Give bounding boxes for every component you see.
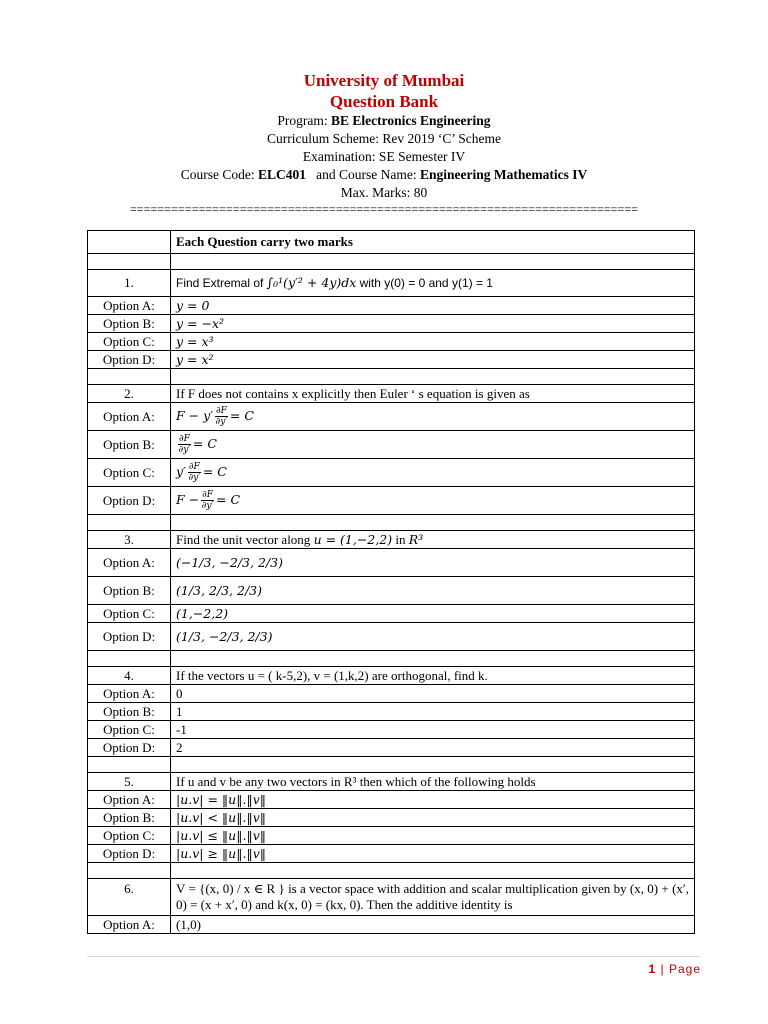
question-number: 1. xyxy=(88,270,171,297)
question-number: 3. xyxy=(88,531,171,549)
option-value: y′ $\frac{\partial F}{\partial y'}$ = C xyxy=(171,459,695,487)
option-row: Option B: $\frac{\partial F}{\partial y'}$ = C xyxy=(88,431,695,459)
option-row: Option C: |u.v| ≤ ‖u‖.‖v‖ xyxy=(88,827,695,845)
option-row: Option B: (1/3, 2/3, 2/3) xyxy=(88,577,695,605)
question-text: If the vectors u = ( k-5,2), v = (1,k,2) are orthogonal, find k. xyxy=(171,667,695,685)
program-name: BE Electronics Engineering xyxy=(331,113,491,128)
question-row xyxy=(88,270,695,297)
option-row: Option C: -1 xyxy=(88,721,695,739)
option-row: Option D: F − $\frac{\partial F}{\partial y'}$ = C xyxy=(88,487,695,515)
option-row: Option A: F − y′ $\frac{\partial F}{\partial y'}$ = C xyxy=(88,403,695,431)
option-row: Option A: (1,0) xyxy=(88,916,695,934)
question-number: 5. xyxy=(88,773,171,791)
option-value: |u.v| ≥ ‖u‖.‖v‖ xyxy=(171,845,695,863)
option-row: Option D: y = x² xyxy=(88,351,695,369)
option-value: y = x² xyxy=(171,351,695,369)
option-value: (1/3, −2/3, 2/3) xyxy=(171,623,695,651)
option-value: (1/3, 2/3, 2/3) xyxy=(171,577,695,605)
footer-divider xyxy=(87,956,701,957)
option-row: Option A: y = 0 xyxy=(88,297,695,315)
question-text: V = {(x, 0) / x ∈ R } is a vector space with addition and scalar multiplication given by (x, 0) + (x′, 0) = (x + x′, 0) and k(x, 0) = (kx, 0). Then the additive identity is xyxy=(171,879,695,916)
option-row: Option B: 1 xyxy=(88,703,695,721)
question-text: Find the unit vector along u = (1,−2,2) in R³ xyxy=(171,531,695,549)
option-row: Option D: 2 xyxy=(88,739,695,757)
option-value: |u.v| = ‖u‖.‖v‖ xyxy=(171,791,695,809)
question-number: 2. xyxy=(88,385,171,403)
option-value: F − y′ $\frac{\partial F}{\partial y'}$ = C xyxy=(171,403,695,431)
separator-line: ========================================================================== xyxy=(129,202,639,216)
option-row: Option B: |u.v| < ‖u‖.‖v‖ xyxy=(88,809,695,827)
question-text: If u and v be any two vectors in R³ then which of the following holds xyxy=(171,773,695,791)
document-header xyxy=(0,70,768,216)
option-value: 0 xyxy=(171,685,695,703)
document-title: Question Bank xyxy=(329,92,439,111)
curriculum-line: Curriculum Scheme: Rev 2019 ‘C’ Scheme xyxy=(266,131,502,146)
option-row: Option C: y′ $\frac{\partial F}{\partial y'}$ = C xyxy=(88,459,695,487)
question-row xyxy=(88,531,695,549)
option-value: $\frac{\partial F}{\partial y'}$ = C xyxy=(171,431,695,459)
page-number: 1 | Page xyxy=(648,962,701,976)
option-row: Option D: (1/3, −2/3, 2/3) xyxy=(88,623,695,651)
course-line: Course Code: ELC401 and Course Name: Engineering Mathematics IV xyxy=(180,167,588,182)
question-table xyxy=(87,230,695,934)
examination-line: Examination: SE Semester IV xyxy=(302,149,466,164)
question-text: If F does not contains x explicitly then Euler ‘ s equation is given as xyxy=(171,385,695,403)
option-value: (1,0) xyxy=(171,916,695,934)
option-value: y = −x² xyxy=(171,315,695,333)
question-row xyxy=(88,667,695,685)
question-text: Find Extremal of ∫₀¹(y′² + 4y)dx with y(0) = 0 and y(1) = 1 xyxy=(171,270,695,297)
option-row: Option C: (1,−2,2) xyxy=(88,605,695,623)
table-row xyxy=(88,231,695,254)
option-value: |u.v| < ‖u‖.‖v‖ xyxy=(171,809,695,827)
option-row: Option A: |u.v| = ‖u‖.‖v‖ xyxy=(88,791,695,809)
option-value: 2 xyxy=(171,739,695,757)
question-number: 6. xyxy=(88,879,171,916)
option-value: F − $\frac{\partial F}{\partial y'}$ = C xyxy=(171,487,695,515)
option-value: y = 0 xyxy=(171,297,695,315)
question-row xyxy=(88,773,695,791)
option-value: (1,−2,2) xyxy=(171,605,695,623)
option-row: Option B: y = −x² xyxy=(88,315,695,333)
course-name: Engineering Mathematics IV xyxy=(420,167,588,182)
question-row xyxy=(88,385,695,403)
option-value: -1 xyxy=(171,721,695,739)
option-value: y = x³ xyxy=(171,333,695,351)
option-value: |u.v| ≤ ‖u‖.‖v‖ xyxy=(171,827,695,845)
instruction: Each Question carry two marks xyxy=(171,231,695,254)
option-row: Option D: |u.v| ≥ ‖u‖.‖v‖ xyxy=(88,845,695,863)
option-row: Option C: y = x³ xyxy=(88,333,695,351)
question-number: 4. xyxy=(88,667,171,685)
max-marks: Max. Marks: 80 xyxy=(340,185,428,200)
university-name: University of Mumbai xyxy=(303,71,465,90)
option-row: Option A: 0 xyxy=(88,685,695,703)
program-line: Program: BE Electronics Engineering xyxy=(277,113,491,128)
question-row xyxy=(88,879,695,916)
course-code: ELC401 xyxy=(258,167,307,182)
option-row: Option A: (−1/3, −2/3, 2/3) xyxy=(88,549,695,577)
option-value: 1 xyxy=(171,703,695,721)
option-value: (−1/3, −2/3, 2/3) xyxy=(171,549,695,577)
